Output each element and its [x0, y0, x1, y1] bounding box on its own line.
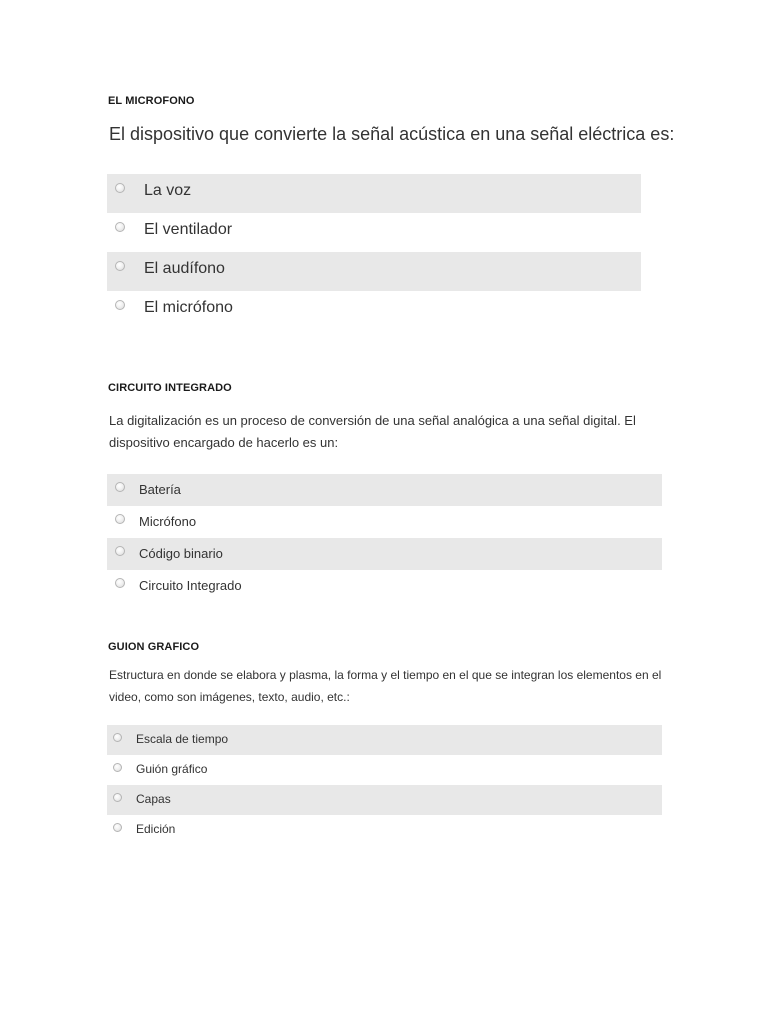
option-label: Batería [139, 482, 181, 497]
option-microfono[interactable] [107, 506, 662, 538]
option-el-ventilador[interactable] [107, 213, 641, 252]
option-label: Capas [136, 792, 171, 806]
option-label: El micrófono [144, 299, 233, 316]
section-heading: EL MICROFONO [108, 95, 195, 107]
option-label: Código binario [139, 546, 223, 561]
option-escala-de-tiempo[interactable] [107, 725, 662, 755]
option-codigo-binario[interactable] [107, 538, 662, 570]
option-label: Edición [136, 822, 176, 836]
radio-button[interactable] [115, 546, 125, 556]
option-label: La voz [144, 182, 192, 199]
option-el-microfono[interactable] [107, 291, 641, 330]
options-list [107, 474, 662, 602]
question-text: La digitalización es un proceso de conversión de una señal analógica a una señal digital. El dispositivo encargado de hacerlo es un: [109, 413, 636, 450]
radio-button[interactable] [115, 482, 125, 492]
option-label: El audífono [144, 260, 225, 277]
radio-button[interactable] [115, 183, 125, 193]
option-guion-grafico[interactable] [107, 755, 662, 785]
option-label: Guión gráfico [136, 762, 208, 776]
option-bateria[interactable] [107, 474, 662, 506]
options-list [107, 174, 641, 330]
radio-button[interactable] [115, 514, 125, 524]
radio-button[interactable] [113, 793, 122, 802]
radio-button[interactable] [115, 222, 125, 232]
question-text: El dispositivo que convierte la señal acústica en una señal eléctrica es: [109, 124, 675, 144]
option-la-voz[interactable] [107, 174, 641, 213]
option-circuito-integrado[interactable] [107, 570, 662, 602]
options-list [107, 725, 662, 845]
question-text: Estructura en donde se elabora y plasma, la forma y el tiempo en el que se integran los elementos en el video, como son imágenes, texto, audio, etc.: [109, 668, 662, 704]
option-capas[interactable] [107, 785, 662, 815]
section-heading: CIRCUITO INTEGRADO [108, 382, 232, 394]
radio-button[interactable] [113, 823, 122, 832]
option-el-audifono[interactable] [107, 252, 641, 291]
option-label: Circuito Integrado [139, 578, 242, 593]
radio-button[interactable] [113, 733, 122, 742]
option-label: El ventilador [144, 221, 233, 238]
option-edicion[interactable] [107, 815, 662, 845]
section-heading: GUION GRAFICO [108, 641, 200, 653]
option-label: Micrófono [139, 514, 197, 529]
radio-button[interactable] [115, 578, 125, 588]
radio-button[interactable] [115, 261, 125, 271]
radio-button[interactable] [113, 763, 122, 772]
radio-button[interactable] [115, 300, 125, 310]
option-label: Escala de tiempo [136, 732, 229, 746]
